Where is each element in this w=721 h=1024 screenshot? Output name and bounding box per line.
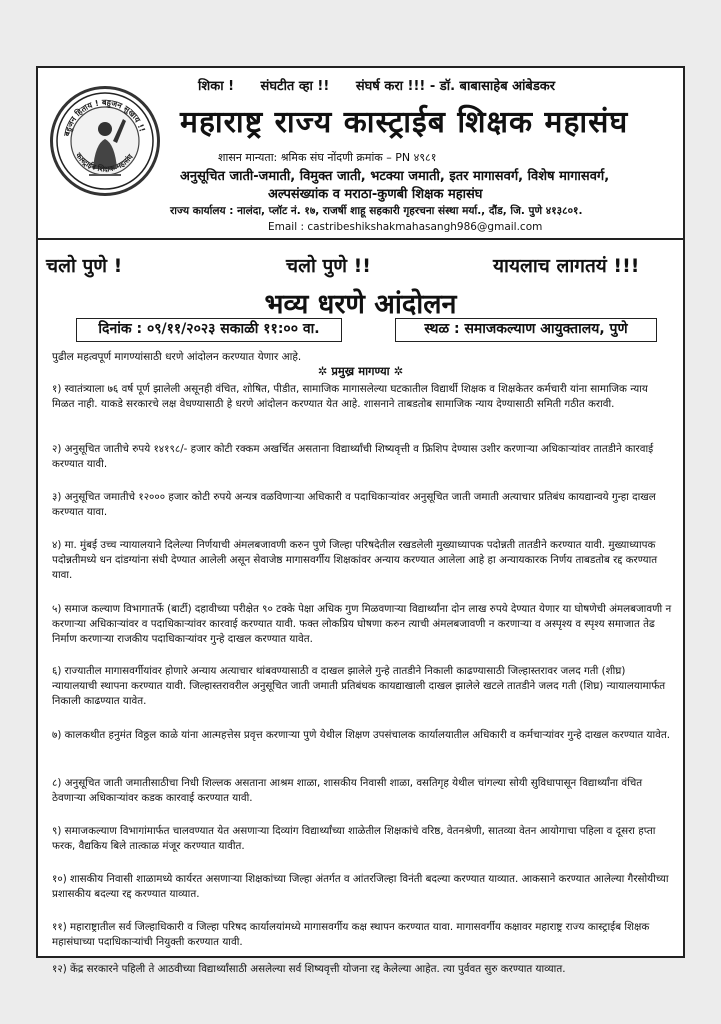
call-3: यायलाच लागतयं !!! (493, 255, 640, 277)
call-1: चलो पुणे ! (46, 255, 123, 277)
slogan-1: शिका ! (198, 79, 235, 94)
demand-item: ७) कालकथीत हनुमंत विठ्ठल काळे यांना आत्महत्तेस प्रवृत्त करणाऱ्या पुणे येथील शिक्षण उपसंचालक कार्यालयातील अधिकारी व कर्मचाऱ्यांवर गुन्हे दाखल करण्यात यावेत. (52, 729, 671, 741)
demand-item: २) अनुसूचित जातीचे रुपये १४१९८/- हजार कोटी रक्कम अखर्चित असताना विद्यार्थ्यांची शिष्यवृत्ती व फ्रिशिप देण्यास उशीर करणाऱ्या अधिकाऱ्यांवर तातडीने कारवाई करण्यात यावी. (52, 443, 654, 470)
registration-line: शासन मान्यता: श्रमिक संघ नोंदणी क्रमांक – PN ४९८१ (218, 151, 437, 164)
demands-heading: ✲ प्रमुख्र मागण्या ✲ (317, 364, 404, 378)
demand-item: १०) शासकीय निवासी शाळामध्ये कार्यरत असणाऱ्या शिक्षकांच्या जिल्हा अंतर्गत व आंतरजिल्हा विनंती बदल्या करण्यात याव्यात. आकसाने करण्यात आलेल्या गैरसोयीच्या प्रशासकीय बदल्या रद्द करण्यात याव्यात. (52, 873, 669, 900)
office-address: राज्य कार्यालय : नालंदा, प्लॉट नं. १७, राजर्षी शाहू सहकारी गृहरचना संस्था मर्या., दौंड, जि. पुणे ४१३८०१. (170, 205, 583, 217)
demand-item: ५) समाज कल्याण विभागातर्फे (बार्टी) दहावीच्या परीक्षेत ९० टक्के पेक्षा अधिक गुण मिळवणाऱ्या विद्यार्थ्यांना दोन लाख रुपये देण्यात येणार या घोषणेची अंमलबजावणी न करणाऱ्या अधिकाऱ्यांवर व पदाधिकाऱ्यांवर कारवाई करण्यात यावी. फक्त लोकप्रिय घोषणा करुन त्याची अंमलबजावणी न करणाऱ्या व अस्पृश्य व स्पृश्य समाजात तेढ निर्माण करणाऱ्या राजकीय पदाधिकाऱ्यांवर गुन्हे दाखल करण्यात यावेत. (52, 603, 672, 645)
organization-title: महाराष्ट्र राज्य कास्ट्राईब शिक्षक महासंघ (180, 105, 629, 140)
svg-text:कास्ट्राईब शिक्षक महासंघ: कास्ट्राईब शिक्षक महासंघ (74, 150, 135, 174)
slogan-line (198, 76, 668, 94)
slogan-2: संघटीत व्हा !! (260, 79, 330, 94)
demand-item: ९) समाजकल्याण विभागांमार्फत चालवण्यात येत असणाऱ्या दिव्यांग विद्यार्थ्यांच्या शाळेतील शिक्षकांचे वरिष्ठ, वेतनश्रेणी, सातव्या वेतन आयोगाचा पहिला व दूसरा हप्ता फरक, वैद्यकिय बिले तात्काळ मंजूर करण्यात यावीत. (52, 825, 656, 852)
email-line: Email : castribeshikshakmahasangh986@gmail.com (268, 221, 543, 233)
organization-logo (50, 86, 160, 196)
agitation-title: भव्य धरणे आंदोलन (264, 289, 457, 320)
demand-item: ११) महाराष्ट्रातील सर्व जिल्हाधिकारी व जिल्हा परिषद कार्यालयांमध्ये मागासवर्गीय कक्ष स्थापन करण्यात यावा. मागासवर्गीय कक्षावर महाराष्ट्र राज्य कास्ट्राईब शिक्षक महासंघाच्या पदाधिकाऱ्यांची नियुक्ती करण्यात यावी. (52, 921, 650, 948)
notice-sheet (36, 66, 685, 975)
demand-item: ६) राज्यातील मागासवर्गीयांवर होणारे अन्याय अत्याचार थांबवण्यासाठी व दाखल झालेले गुन्हे तातडीने निकाली काढण्यासाठी जिल्हास्तरावर जलद गती (शीघ्र) न्यायालयाची स्थापना करण्यात यावी. जिल्हास्तरावरील अनुसूचित जाती जमाती प्रतिबंधक कायद्याखाली दाखल झालेले खटले तातडीने जलद गती (शिघ्र) न्यायालयामार्फत निकाली काढण्यात यावेत. (52, 665, 666, 707)
categories-line-1: अनुसूचित जाती-जमाती, विमुक्त जाती, भटक्या जमाती, इतर मागासवर्ग, विशेष मागासवर्ग, (180, 169, 610, 184)
demand-item: ४) मा. मुंबई उच्च न्यायालयाने दिलेल्या निर्णयाची अंमलबजावणी करुन पुणे जिल्हा परिषदेतील रखडलेली मुख्याध्यापक पदोन्नती तातडीने करण्यात यावी. मुख्याध्यापक पदोन्नतीमध्ये धन दांडग्यांना संधी देण्यात आलेली असून सेवाजेष्ठ मागासवर्गीय शिक्षकांवर अन्याय करण्यात आलेला आहे हा अन्यायकारक निर्णय ताबडतोब रद्द करण्यात यावा. (52, 539, 658, 581)
place-box: स्थळ : समाजकल्याण आयुक्तालय, पुणे (395, 318, 657, 342)
logo-seal-icon (53, 89, 157, 193)
demand-item: १२) केंद्र सरकारने पहिली ते आठवीच्या विद्यार्थ्यांसाठी असलेल्या सर्व शिष्यवृत्ती योजना रद्द केलेल्या आहेत. त्या पुर्ववत सुरु करण्यात याव्यात. (52, 963, 566, 975)
intro-text: पुढील महत्वपूर्ण मागण्यांसाठी धरणे आंदोलन करण्यात येणार आहे. (52, 351, 302, 363)
slogan-3: संघर्ष करा !!! - डॉ. बाबासाहेब आंबेडकर (355, 79, 556, 94)
demand-item: १) स्वातंत्र्याला ७६ वर्ष पूर्ण झालेली असूनही वंचित, शोषित, पीडीत, सामाजिक मागासलेल्या घटकातील विद्यार्थी शिक्षक व शिक्षकेतर कर्मचारी यांना सामाजिक न्याय मिळत नाही. याकडे सरकारचे लक्ष वेधण्यासाठी हे धरणे आंदोलन करण्यात येत आहे. शासनाने ताबडतोब सामाजिक न्याय देण्यासाठी समिती गठीत करावी. (52, 383, 648, 410)
letterhead (38, 68, 683, 240)
demand-item: ३) अनुसूचित जमातीचे १२००० हजार कोटी रुपये अन्यत्र वळविणाऱ्या अधिकारी व पदाधिकाऱ्यांवर अनुसूचित जाती जमाती अत्याचार प्रतिबंध कायद्यान्वये गुन्हा दाखल करण्यात यावा. (52, 491, 656, 518)
call-2: चलो पुणे !! (286, 255, 371, 277)
demand-item: ८) अनुसूचित जाती जमातीसाठीचा निधी शिल्लक असताना आश्रम शाळा, शासकीय निवासी शाळा, वसतिगृह येथील चांगल्या सोयी सुविधापासून विद्यार्थ्यांना वंचित ठेवणाऱ्या अधिकाऱ्यांवर कडक कारवाई करण्यात यावी. (52, 777, 643, 804)
date-box: दिनांक : ०९/११/२०२३ सकाळी ११:०० वा. (76, 318, 342, 342)
categories-line-2: अल्पसंख्यांक व मराठा-कुणबी शिक्षक महासंघ (268, 187, 483, 202)
svg-text:बहुजन हिताय ! बहुजन सुखाय !!: बहुजन हिताय ! बहुजन सुखाय !! (62, 97, 147, 137)
